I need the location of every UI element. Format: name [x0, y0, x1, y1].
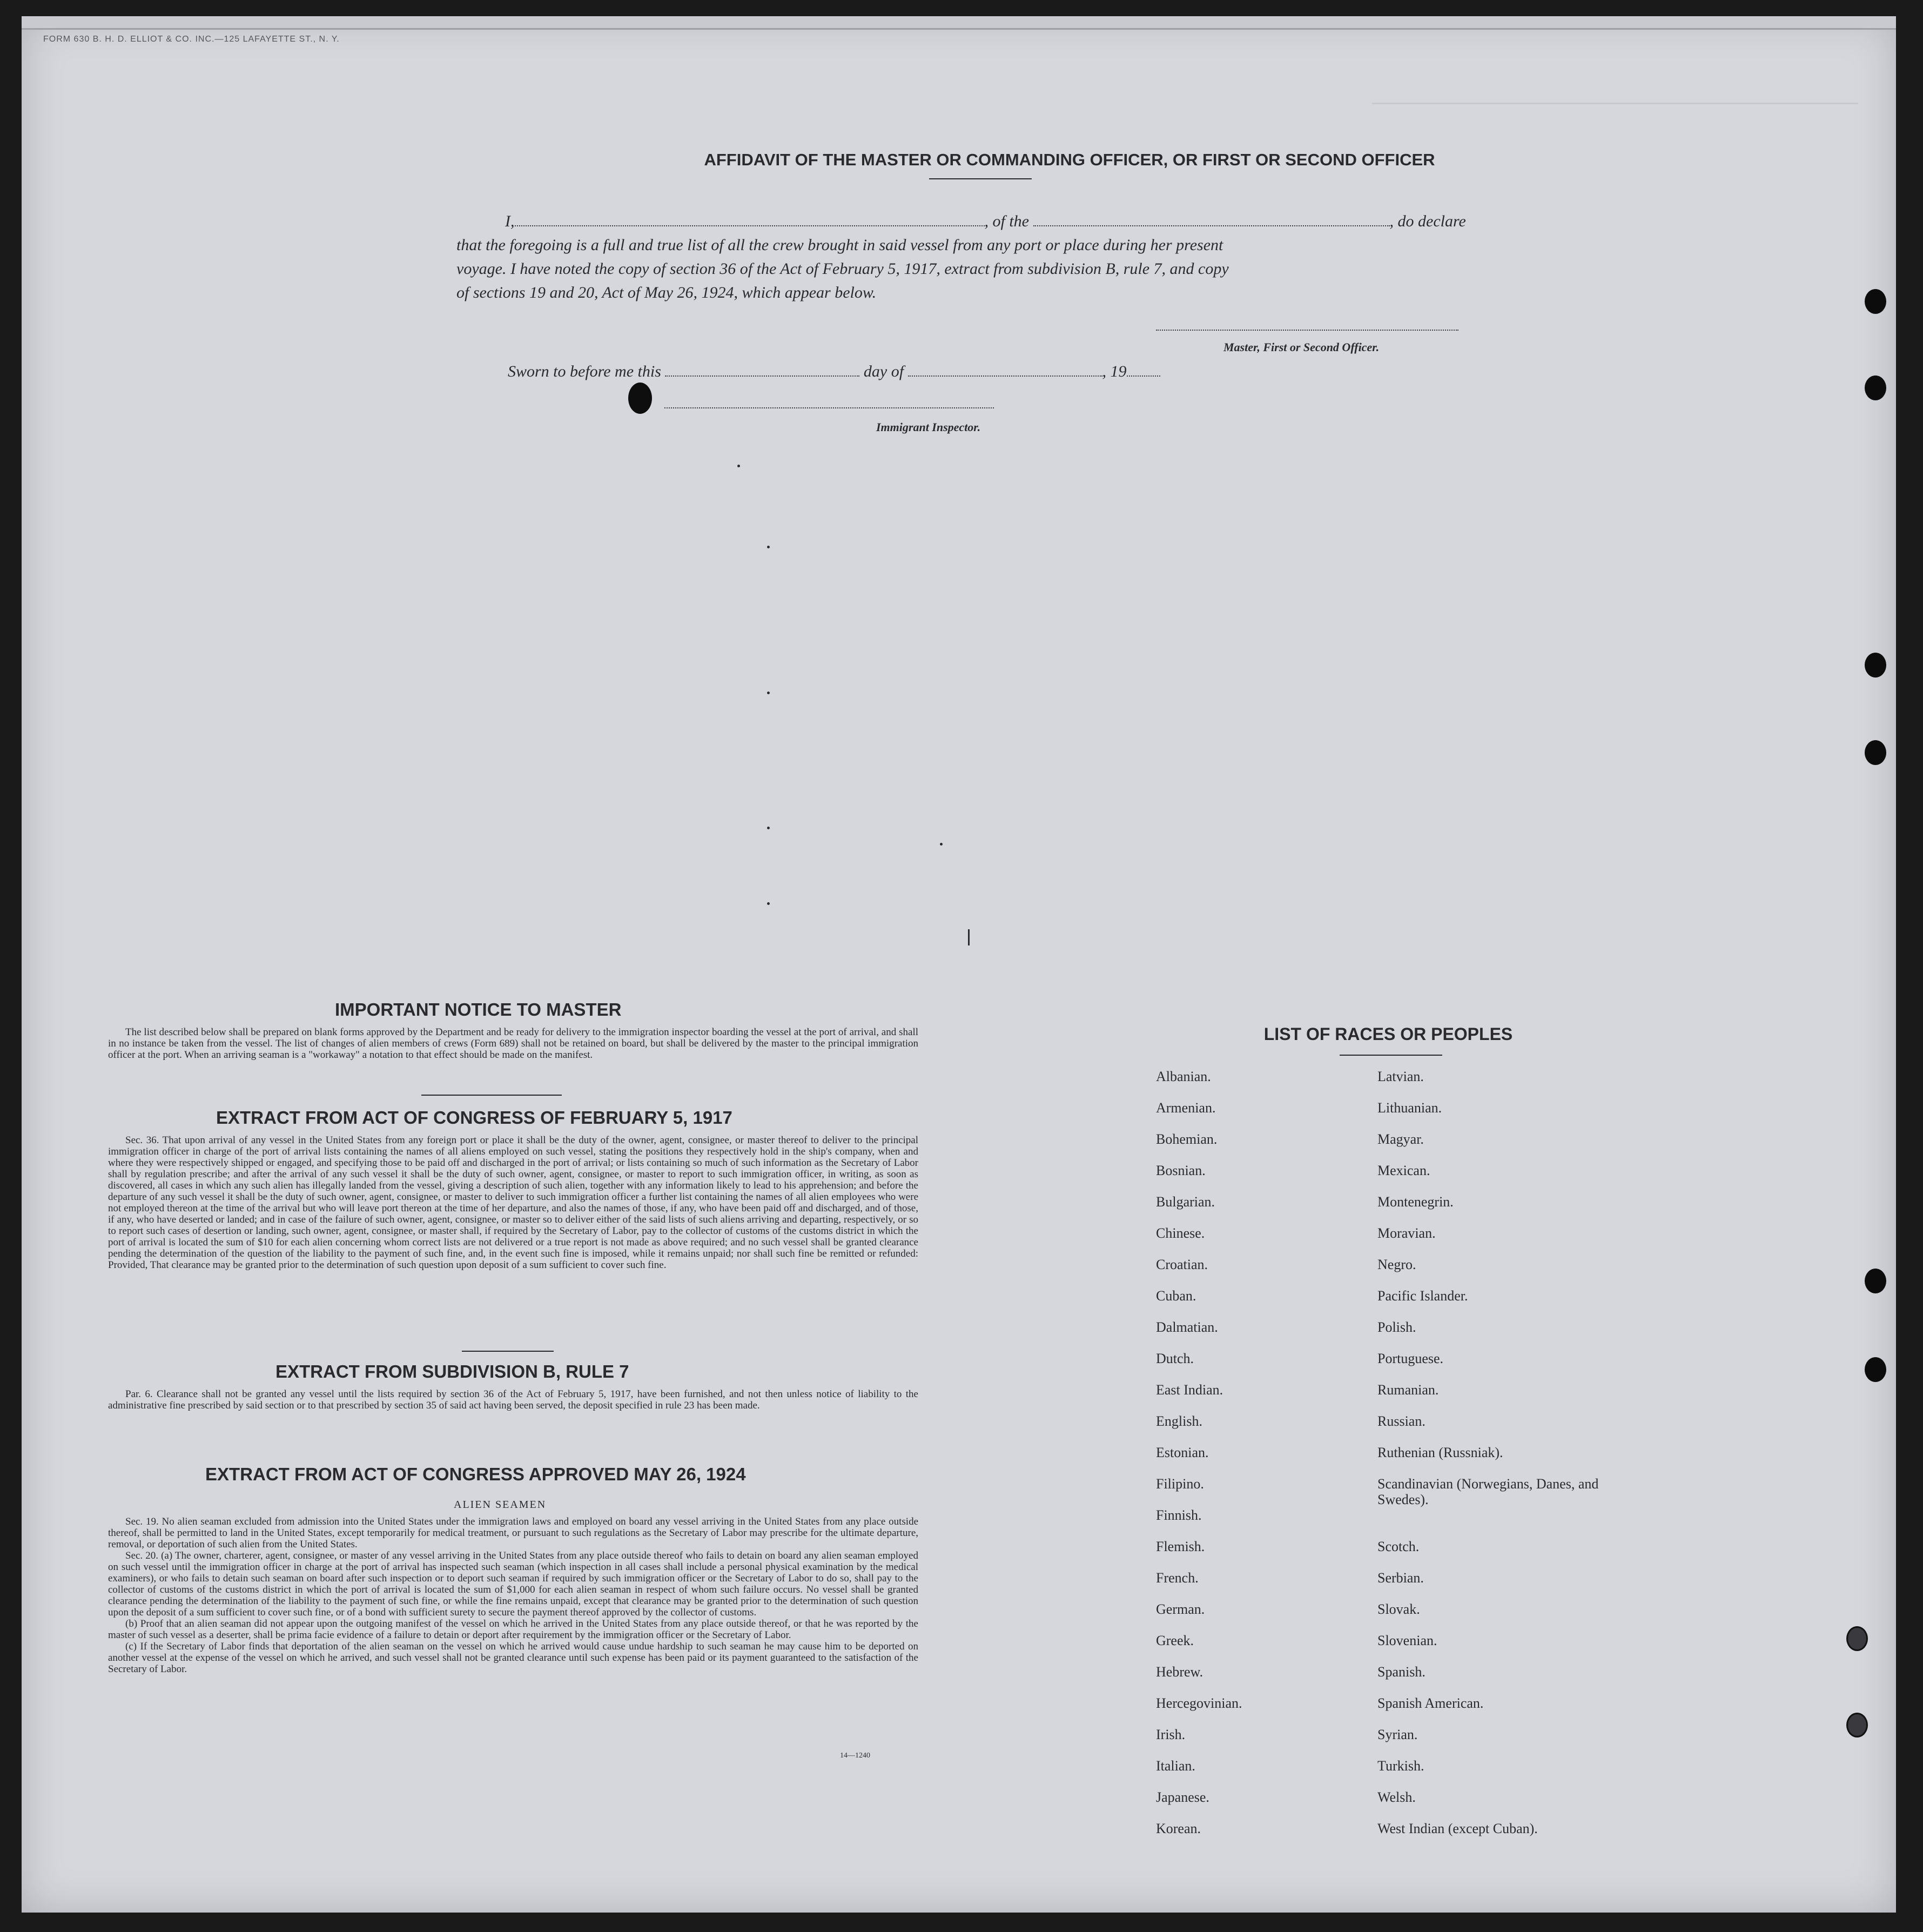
section-rule	[462, 1351, 554, 1352]
race-item: Flemish.	[1156, 1539, 1205, 1554]
race-item: Polish.	[1377, 1319, 1416, 1335]
affidavit-line-1: I, , of the , do declare	[505, 212, 1466, 230]
vessel-name-field[interactable]	[1033, 225, 1390, 226]
punch-hole	[1865, 1269, 1886, 1293]
race-item: Rumanian.	[1377, 1382, 1439, 1398]
race-item: Estonian.	[1156, 1445, 1209, 1460]
notice-text: The list described below shall be prepared on blank forms approved by the Department and be ready for delivery to the immigration inspector boarding the vessel at the port of arrival, and shall in no instance be taken from the vessel. The list of changes of alien members of crews (Form 689) shall not be retained on board, but shall be delivered by the master to the principal immigration officer at the port. When an arriving seaman is a "workaway" a notation to that effect should be made on the manifest.	[108, 1027, 918, 1061]
race-item: Montenegrin.	[1377, 1194, 1454, 1210]
stray-mark	[940, 843, 943, 846]
punch-hole	[1865, 1357, 1886, 1382]
race-item: Ruthenian (Russniak).	[1377, 1445, 1503, 1460]
race-item: Albanian.	[1156, 1069, 1211, 1084]
race-item: Greek.	[1156, 1633, 1194, 1648]
races-title: LIST OF RACES OR PEOPLES	[1263, 1024, 1513, 1044]
document-page	[22, 16, 1896, 1913]
races-right-column	[1377, 1069, 1604, 1852]
race-item: Italian.	[1156, 1758, 1195, 1774]
race-item: Dalmatian.	[1156, 1319, 1218, 1335]
stray-mark	[767, 827, 770, 829]
race-item: Spanish.	[1377, 1664, 1426, 1680]
race-item: Mexican.	[1377, 1163, 1430, 1178]
extract-1924-title: EXTRACT FROM ACT OF CONGRESS APPROVED MAY 26, 1924	[205, 1464, 746, 1484]
race-item: Portuguese.	[1377, 1351, 1444, 1366]
race-item: Magyar.	[1377, 1131, 1424, 1147]
punch-hole	[1846, 1713, 1868, 1738]
race-item: Dutch.	[1156, 1351, 1194, 1366]
section-rule	[421, 1095, 562, 1096]
race-item: Scandinavian (Norwegians, Danes, and Swedes).	[1377, 1476, 1599, 1507]
sworn-month-field[interactable]	[908, 375, 1102, 377]
punch-hole	[1865, 653, 1886, 677]
race-item: Welsh.	[1377, 1789, 1416, 1805]
ink-blot	[628, 383, 652, 414]
extract-1924-text: Sec. 19. No alien seaman excluded from admission into the United States under the immigration laws and employed on board any vessel arriving in the United States from any place outside thereof, shall be permitted to land in the United States, except temporarily for medical treatment, or pursuant to such regulations as the Secretary of Labor may prescribe for the ultimate departure, removal, or deportation of such alien from the United States. Sec. 20. (a) The owner, charterer, agent, consignee, or master of any vessel arriving in the United States from any place outside thereof who fails to detain on board any alien seaman employed on such vessel until the immigration officer in charge at the port of arrival has inspected such seaman (which inspection in all cases shall include a personal physical examination by the medical examiners), or who fails to detain such seaman on board after such inspection or to deport such seaman if required by such immigration officer or the Secretary of Labor to do so, shall pay to the collector of customs of the customs district in which the port of arrival is located the sum of $1,000 for each alien seaman in respect of whom such failure occurs. No vessel shall be granted clearance pending the determination of the liability to the payment of such fine, or while the fine remains unpaid, except that clearance may be granted prior to the determination of such question upon the deposit of a sum sufficient to cover such fine, or of a bond with sufficient surety to secure the payment thereof approved by the collector of customs. (b) Proof that an alien seaman did not appear upon the outgoing manifest of the vessel on which he arrived in the United States from any place outside thereof, or that he was reported by the master of such vessel as a deserter, shall be prima facie evidence of a failure to detain or deport after requirement by the immigration officer or the Secretary of Labor. (c) If the Secretary of Labor finds that deportation of the alien seaman on the vessel on which he arrived would cause undue hardship to such seaman he may cause him to be deported on another vessel at the expense of the vessel on which he arrived, and such vessel shall not be granted clearance until such expense has been paid or its payment guaranteed to the satisfaction of the Secretary of Labor.	[108, 1516, 918, 1675]
alien-seamen-subtitle: ALIEN SEAMEN	[454, 1499, 547, 1511]
race-item: Serbian.	[1377, 1570, 1424, 1586]
extract-1917-title: EXTRACT FROM ACT OF CONGRESS OF FEBRUARY 5, 1917	[216, 1108, 732, 1128]
race-item: Spanish American.	[1377, 1695, 1484, 1711]
race-item: Syrian.	[1377, 1727, 1418, 1742]
stray-mark	[968, 929, 970, 945]
race-item: Chinese.	[1156, 1225, 1205, 1241]
race-item: Slovenian.	[1377, 1633, 1437, 1648]
race-item: Filipino.	[1156, 1476, 1204, 1492]
officer-signature-field[interactable]	[1156, 330, 1458, 331]
race-item: Latvian.	[1377, 1069, 1424, 1084]
race-item: Russian.	[1377, 1413, 1426, 1429]
rule7-text: Par. 6. Clearance shall not be granted any vessel until the lists required by section 36 of the Act of February 5, 1917, have been furnished, and not then unless notice of liability to the administrative fine prescribed by said section or to that prescribed by section 35 of said act having been served, the deposit specified in rule 23 has been made.	[108, 1388, 918, 1411]
races-title-rule	[1340, 1055, 1442, 1056]
sworn-day-field[interactable]	[665, 375, 859, 377]
punch-hole	[1865, 289, 1886, 314]
race-item: Korean.	[1156, 1821, 1201, 1836]
stray-mark	[767, 546, 770, 548]
race-item: Bulgarian.	[1156, 1194, 1215, 1210]
races-left-column	[1156, 1069, 1242, 1852]
race-item: German.	[1156, 1601, 1205, 1617]
stray-mark	[737, 465, 740, 467]
race-item: Armenian.	[1156, 1100, 1216, 1116]
inspector-caption: Immigrant Inspector.	[876, 420, 981, 434]
race-item: Bohemian.	[1156, 1131, 1218, 1147]
race-item: Hercegovinian.	[1156, 1695, 1242, 1711]
race-item: Japanese.	[1156, 1789, 1209, 1805]
affidavit-line-4: of sections 19 and 20, Act of May 26, 1924, which appear below.	[456, 284, 877, 301]
bleed-through-texture	[1372, 103, 1858, 137]
race-item: English.	[1156, 1413, 1202, 1429]
race-item: Slovak.	[1377, 1601, 1420, 1617]
race-item: Bosnian.	[1156, 1163, 1206, 1178]
race-item: West Indian (except Cuban).	[1377, 1821, 1538, 1836]
inspector-signature-field[interactable]	[664, 407, 994, 408]
printer-line: FORM 630 B. H. D. ELLIOT & CO. INC.—125 LAFAYETTE ST., N. Y.	[43, 35, 340, 44]
punch-hole	[1865, 375, 1886, 400]
race-item: Cuban.	[1156, 1288, 1196, 1304]
declarant-name-field[interactable]	[515, 225, 985, 226]
punch-hole	[1865, 740, 1886, 765]
race-item: Moravian.	[1377, 1225, 1436, 1241]
extract-1917-text: Sec. 36. That upon arrival of any vessel in the United States from any foreign port or place it shall be the duty of the owner, agent, consignee, or master thereof to deliver to the principal immigration officer in charge of the port of arrival lists containing the names of all aliens employed on such vessel, stating the positions they respectively hold in the ship's company, when and where they were respectively shipped or engaged, and specifying those to be paid off and discharged in the port of arrival; or lists containing so much of such information as the Secretary of Labor shall by regulation prescribe; and after the arrival of any such vessel it shall be the duty of such owner, agent, consignee, or master to report to such immigration officer, in writing, as soon as discovered, all cases in which any such alien has illegally landed from the vessel, giving a description of such alien, together with any information likely to lead to his apprehension; and before the departure of any such vessel it shall be the duty of such owner, agent, consignee, or master to deliver to such immigration officer a further list containing the names of all alien employees who were not employed thereon at the time of the arrival but who will leave port thereon at the time of her departure, and also the names of those, if any, who have been paid off and discharged, and of those, if any, who have deserted or landed; and in case of the failure of such owner, agent, consignee, or master so to deliver either of the said lists of such aliens arriving and departing, respectively, or so to report such cases of desertion or landing, such owner, agent, consignee, or master shall, if required by the Secretary of Labor, pay to the collector of customs of the customs district in which the port of arrival is located the sum of $10 for each alien concerning whom correct lists are not delivered or a true report is not made as above required; and no such vessel shall be granted clearance pending the determination of the question of the liability to the payment of such fine, and, in the event such fine is imposed, while it remains unpaid; nor shall such fine be remitted or refunded: Provided, That clearance may be granted prior to the determination of such question upon deposit of a sum sufficient to cover such fine.	[108, 1135, 918, 1271]
race-item: Croatian.	[1156, 1257, 1208, 1272]
race-item: East Indian.	[1156, 1382, 1223, 1398]
race-item: Finnish.	[1156, 1507, 1202, 1523]
race-item: Lithuanian.	[1377, 1100, 1442, 1116]
stray-mark	[767, 692, 770, 694]
form-number: 14—1240	[840, 1752, 870, 1760]
race-item: French.	[1156, 1570, 1199, 1586]
torn-top-edge	[22, 16, 1896, 30]
officer-caption: Master, First or Second Officer.	[1223, 340, 1380, 354]
affidavit-title-rule	[929, 178, 1032, 179]
race-item: Pacific Islander.	[1377, 1288, 1468, 1304]
punch-hole	[1846, 1626, 1868, 1651]
rule7-title: EXTRACT FROM SUBDIVISION B, RULE 7	[275, 1361, 629, 1381]
race-item: Hebrew.	[1156, 1664, 1203, 1680]
stray-mark	[767, 902, 770, 905]
sworn-year-field[interactable]	[1127, 375, 1160, 377]
sworn-line: Sworn to before me this day of , 19	[508, 360, 1160, 384]
affidavit-line-2: that the foregoing is a full and true list of all the crew brought in said vessel from any port or place during her present	[456, 236, 1223, 254]
race-item: Negro.	[1377, 1257, 1416, 1272]
race-item: Irish.	[1156, 1727, 1186, 1742]
race-item: Turkish.	[1377, 1758, 1424, 1774]
notice-title: IMPORTANT NOTICE TO MASTER	[335, 999, 622, 1019]
affidavit-line-3: voyage. I have noted the copy of section 36 of the Act of February 5, 1917, extract from subdivision B, rule 7, and copy	[456, 260, 1229, 278]
affidavit-title: AFFIDAVIT OF THE MASTER OR COMMANDING OFFICER, OR FIRST OR SECOND OFFICER	[704, 150, 1435, 169]
race-item: Scotch.	[1377, 1539, 1420, 1554]
